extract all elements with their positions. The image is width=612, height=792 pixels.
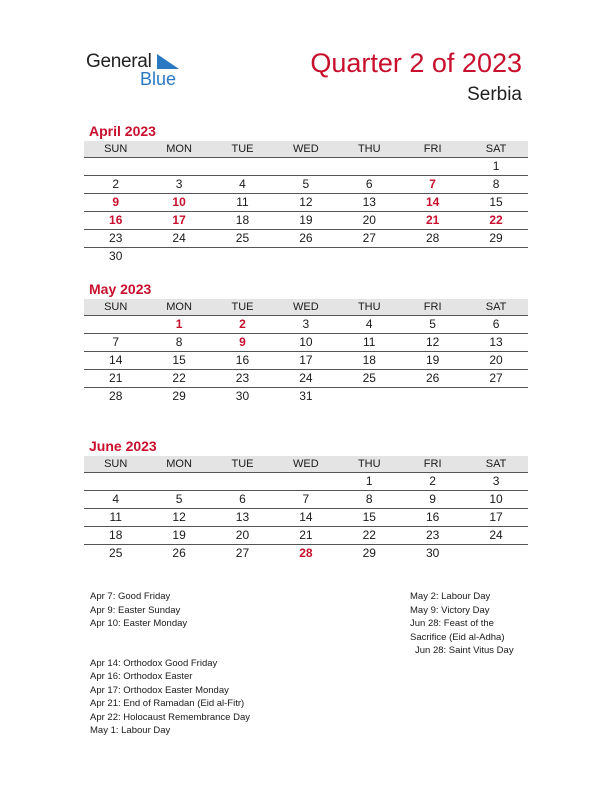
day-cell: 28: [109, 389, 123, 403]
weekday-label: FRI: [423, 301, 442, 313]
day-cell: 24: [299, 371, 313, 385]
day-cell: 11: [109, 510, 122, 524]
day-cell: 19: [425, 353, 440, 367]
day-cell: 15: [489, 195, 503, 209]
day-cell: 23: [109, 231, 123, 245]
holiday-day-cell: 1: [175, 317, 183, 331]
day-cell: 19: [172, 528, 186, 542]
logo-general-text: General: [86, 51, 152, 72]
holiday-note: Apr 9: Easter Sunday: [90, 604, 181, 616]
holiday-day-cell: 28: [299, 546, 313, 560]
day-cell: 31: [299, 389, 313, 403]
holiday-day-cell: 9: [239, 335, 246, 349]
day-cell: [401, 158, 464, 175]
day-cell: 20: [489, 353, 503, 367]
day-cell: [464, 388, 527, 405]
weekday-label: MON: [166, 458, 192, 470]
day-cell: [338, 248, 401, 265]
day-cell: 18: [362, 353, 376, 367]
day-cell: 1: [492, 159, 500, 173]
holiday-day-cell: 21: [425, 213, 440, 227]
day-cell: [147, 473, 210, 490]
day-cell: 4: [239, 177, 246, 191]
day-cell: 17: [299, 353, 313, 367]
weekday-label: THU: [357, 458, 381, 470]
day-cell: 8: [492, 177, 500, 191]
holiday-notes-right: [410, 590, 514, 658]
day-cell: 22: [362, 528, 376, 542]
day-cell: [464, 248, 527, 265]
day-cell: [147, 248, 210, 265]
week-row: [84, 473, 528, 491]
holiday-note: Apr 10: Easter Monday: [90, 618, 188, 629]
day-cell: 10: [299, 335, 313, 349]
day-cell: 25: [109, 546, 123, 560]
logo-triangle-icon: [157, 54, 179, 69]
day-cell: 29: [489, 231, 503, 245]
week-row: [84, 212, 528, 230]
logo: [86, 51, 186, 91]
day-cell: 3: [175, 177, 183, 191]
day-cell: 29: [172, 389, 186, 403]
weekday-label: TUE: [231, 301, 254, 313]
weekday-label: MON: [166, 301, 192, 313]
month-title: April 2023: [89, 123, 156, 139]
week-row: [84, 388, 528, 405]
day-cell: [274, 473, 337, 490]
day-cell: [274, 248, 337, 265]
day-cell: 24: [172, 231, 186, 245]
holiday-day-cell: 17: [172, 213, 186, 227]
day-cell: 19: [299, 213, 313, 227]
day-cell: 20: [235, 528, 250, 542]
weekday-label: WED: [293, 458, 319, 470]
day-cell: 28: [425, 231, 440, 245]
weekday-label: WED: [293, 301, 319, 313]
weekday-label: SUN: [104, 301, 128, 313]
holiday-note: Apr 17: Orthodox Easter Monday: [90, 684, 229, 696]
week-row: [84, 194, 528, 212]
day-cell: 13: [362, 195, 376, 209]
day-cell: 3: [302, 317, 310, 331]
day-cell: 22: [172, 371, 186, 385]
day-cell: 16: [235, 353, 250, 367]
day-cell: 23: [425, 528, 440, 542]
holiday-note: Apr 22: Holocaust Remembrance Day: [90, 711, 250, 723]
day-cell: [338, 388, 401, 405]
day-cell: 5: [175, 492, 183, 506]
holiday-note: Sacrifice (Eid al-Adha): [410, 631, 505, 643]
day-cell: 25: [235, 231, 250, 245]
day-cell: 4: [112, 492, 120, 506]
day-cell: 4: [365, 317, 373, 331]
holiday-day-cell: 2: [239, 317, 246, 331]
week-row: [84, 316, 528, 334]
holiday-day-cell: 16: [109, 213, 123, 227]
week-row: [84, 158, 528, 176]
day-cell: 21: [299, 528, 313, 542]
week-row: [84, 352, 528, 370]
day-cell: 18: [235, 213, 250, 227]
week-row: [84, 545, 528, 562]
day-cell: 8: [175, 335, 183, 349]
week-row: [84, 334, 528, 352]
holiday-day-cell: 10: [172, 195, 186, 209]
holiday-day-cell: 22: [489, 213, 503, 227]
day-cell: 15: [362, 510, 376, 524]
day-cell: 30: [235, 389, 250, 403]
holiday-note: May 2: Labour Day: [410, 591, 491, 602]
month-june: [84, 438, 528, 562]
day-cell: 2: [112, 177, 120, 191]
month-may: [84, 281, 528, 405]
weekday-label: SUN: [104, 143, 128, 155]
weekday-label: SUN: [104, 458, 128, 470]
month-title: June 2023: [89, 438, 157, 454]
day-cell: [464, 545, 527, 562]
week-row: [84, 248, 528, 265]
week-row: [84, 230, 528, 248]
day-cell: 7: [302, 492, 310, 506]
day-cell: 5: [429, 317, 436, 331]
day-cell: 7: [112, 335, 120, 349]
weekday-label: SAT: [485, 301, 507, 313]
weekday-label: THU: [357, 301, 381, 313]
day-cell: 3: [492, 474, 500, 488]
day-cell: 8: [365, 492, 373, 506]
holiday-note: Apr 7: Good Friday: [90, 591, 171, 602]
holiday-notes-left: [90, 590, 250, 738]
day-cell: 25: [362, 371, 376, 385]
day-cell: [401, 388, 464, 405]
weekday-label: MON: [166, 143, 192, 155]
day-cell: 6: [239, 492, 246, 506]
day-cell: 30: [425, 546, 440, 560]
day-cell: 14: [299, 510, 313, 524]
day-cell: [274, 158, 337, 175]
day-cell: 23: [235, 371, 250, 385]
weekday-header-row: [84, 299, 528, 316]
day-cell: [147, 158, 210, 175]
week-row: [84, 509, 528, 527]
day-cell: 13: [235, 510, 250, 524]
weekday-label: SAT: [485, 143, 507, 155]
day-cell: 12: [425, 335, 440, 349]
logo-blue-text: Blue: [140, 69, 177, 89]
week-row: [84, 491, 528, 509]
day-cell: 27: [235, 546, 250, 560]
day-cell: [401, 248, 464, 265]
day-cell: [211, 473, 274, 490]
month-april: [84, 123, 528, 265]
weekday-label: TUE: [231, 458, 254, 470]
day-cell: 26: [172, 546, 186, 560]
weekday-label: FRI: [423, 143, 442, 155]
day-cell: 13: [489, 335, 503, 349]
day-cell: [84, 473, 147, 490]
month-title: May 2023: [89, 281, 152, 297]
holiday-note: Jun 28: Feast of the: [410, 618, 494, 629]
day-cell: [211, 248, 274, 265]
day-cell: 18: [109, 528, 123, 542]
holiday-note: May 1: Labour Day: [90, 725, 171, 736]
day-cell: [338, 158, 401, 175]
day-cell: 14: [109, 353, 123, 367]
holiday-day-cell: 9: [112, 195, 120, 209]
page-title: Quarter 2 of 2023: [310, 48, 522, 78]
weekday-label: THU: [357, 143, 381, 155]
holiday-day-cell: 14: [425, 195, 440, 209]
day-cell: [84, 158, 147, 175]
day-cell: 30: [109, 249, 123, 263]
day-cell: 5: [302, 177, 310, 191]
day-cell: 26: [299, 231, 313, 245]
day-cell: 12: [172, 510, 186, 524]
week-row: [84, 176, 528, 194]
day-cell: 15: [172, 353, 186, 367]
holiday-note: Apr 14: Orthodox Good Friday: [90, 657, 218, 669]
day-cell: 11: [363, 335, 376, 349]
country-name: Serbia: [467, 84, 522, 105]
day-cell: [84, 316, 147, 333]
day-cell: 1: [365, 474, 373, 488]
day-cell: 12: [299, 195, 313, 209]
holiday-note: Apr 16: Orthodox Easter: [90, 671, 193, 682]
weekday-label: FRI: [423, 458, 442, 470]
weekday-label: TUE: [231, 143, 254, 155]
day-cell: 17: [489, 510, 503, 524]
holiday-day-cell: 7: [429, 177, 436, 191]
weekday-header-row: [84, 141, 528, 158]
holiday-note: Apr 21: End of Ramadan (Eid al-Fitr): [90, 698, 245, 709]
day-cell: 20: [362, 213, 376, 227]
day-cell: 21: [109, 371, 123, 385]
day-cell: [211, 158, 274, 175]
weekday-label: WED: [293, 143, 319, 155]
week-row: [84, 370, 528, 388]
day-cell: 11: [236, 195, 249, 209]
day-cell: 24: [489, 528, 503, 542]
day-cell: 27: [362, 231, 376, 245]
day-cell: 29: [362, 546, 376, 560]
day-cell: 2: [429, 474, 436, 488]
day-cell: 26: [425, 371, 440, 385]
weekday-label: SAT: [485, 458, 507, 470]
day-cell: 27: [489, 371, 503, 385]
week-row: [84, 527, 528, 545]
holiday-note: May 9: Victory Day: [410, 604, 490, 616]
holiday-note: Jun 28: Saint Vitus Day: [415, 645, 514, 656]
day-cell: 10: [489, 492, 503, 506]
day-cell: 9: [429, 492, 436, 506]
day-cell: 16: [425, 510, 440, 524]
day-cell: 6: [365, 177, 373, 191]
weekday-header-row: [84, 456, 528, 473]
day-cell: 6: [492, 317, 500, 331]
